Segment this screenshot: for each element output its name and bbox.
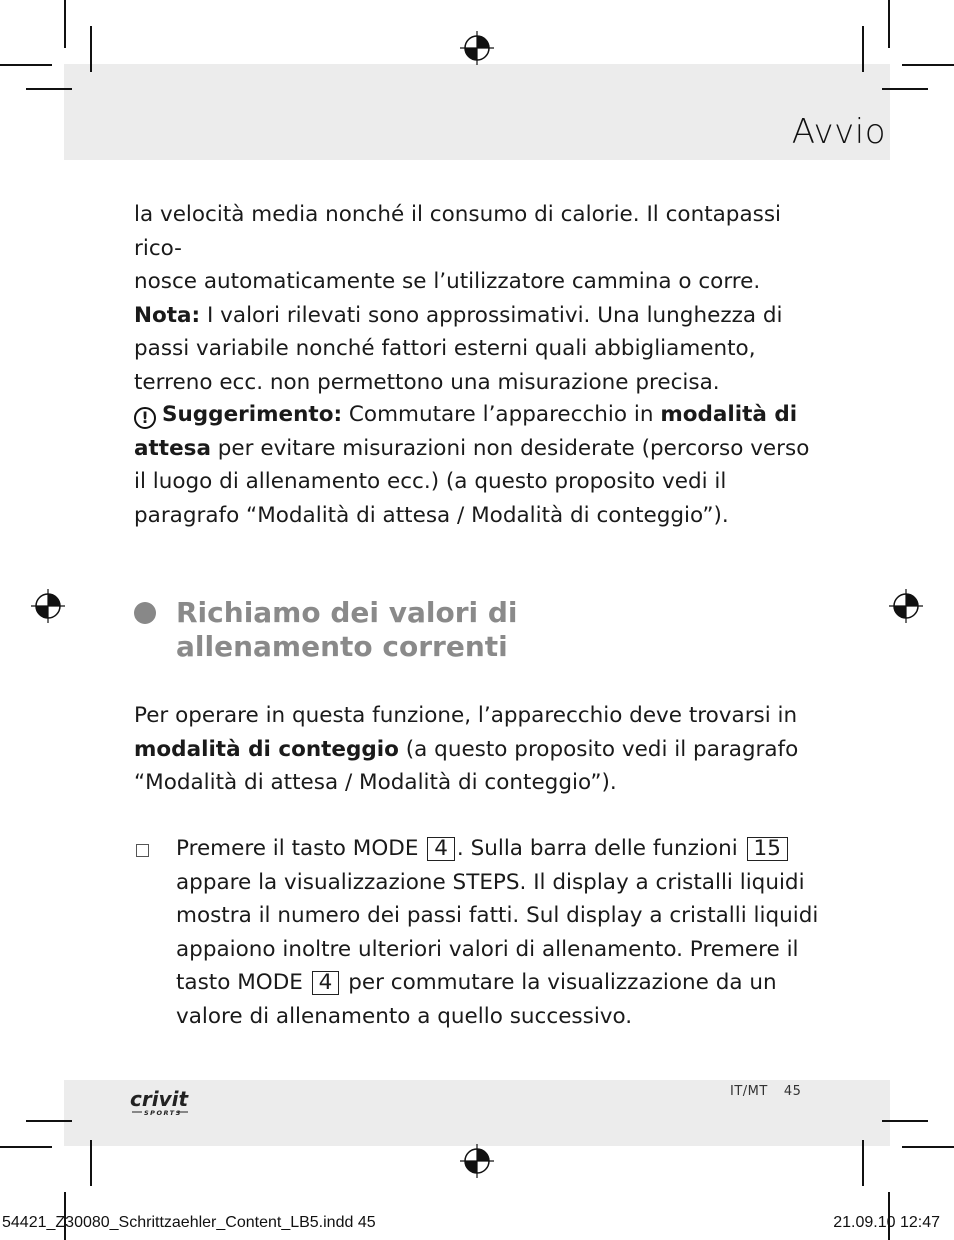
intro-line-1: la velocità media nonché il consumo di calorie. Il contapassi rico- bbox=[134, 202, 781, 261]
page-number: 45 bbox=[783, 1084, 802, 1099]
crop-mark bbox=[862, 26, 864, 72]
tip-bold: modalità di attesa bbox=[134, 402, 798, 461]
mode-key-reference: 4 bbox=[312, 971, 340, 995]
intro-paragraph bbox=[134, 198, 824, 399]
section-intro-text-1: Per operare in questa funzione, l’apparecchio deve trovarsi in bbox=[134, 703, 798, 728]
registration-mark-icon bbox=[31, 589, 65, 623]
crop-mark bbox=[902, 64, 954, 66]
logo-text: crivit bbox=[130, 1087, 189, 1111]
section-heading-line-2: allenamento correnti bbox=[176, 630, 508, 663]
locale-code: IT/MT bbox=[730, 1084, 768, 1099]
crop-mark bbox=[90, 1140, 92, 1186]
note-text: I valori rilevati sono approssimativi. Una lunghezza di passi variabile nonché fattori esterni quali abbigliamento, terreno ecc. non permettono una misurazione precisa. bbox=[134, 302, 783, 395]
file-slug: 54421_Z30080_Schrittzaehler_Content_LB5.indd 45 bbox=[2, 1214, 376, 1231]
checkbox-icon bbox=[136, 844, 149, 857]
note-label: Nota: bbox=[134, 302, 201, 328]
mode-key-reference: 4 bbox=[427, 837, 455, 861]
page-locale-number bbox=[730, 1084, 801, 1099]
registration-mark-icon bbox=[889, 589, 923, 623]
tip-label: Suggerimento: bbox=[162, 402, 343, 427]
crop-mark bbox=[26, 88, 72, 90]
logo-subtext: SPORTS bbox=[144, 1109, 182, 1117]
crop-mark bbox=[862, 1140, 864, 1186]
step-text-2: . Sulla barra delle funzioni bbox=[456, 836, 745, 861]
section-intro bbox=[134, 699, 824, 800]
date-time-slug: 21.09.10 12:47 bbox=[833, 1214, 940, 1231]
page-title: Avvio bbox=[791, 112, 886, 152]
crop-mark bbox=[26, 1120, 72, 1122]
crop-mark bbox=[902, 1146, 954, 1148]
function-bar-reference: 15 bbox=[747, 837, 788, 861]
crop-mark bbox=[888, 0, 890, 48]
section-intro-text-2: (a questo proposito vedi il paragrafo “Modalità di attesa / Modalità di conteggio”). bbox=[134, 736, 799, 795]
section-heading-line-1: Richiamo dei valori di bbox=[176, 596, 518, 629]
crop-mark bbox=[0, 1146, 52, 1148]
tip-text-2: per evitare misurazioni non desiderate (percorso verso il luogo di allenamento ecc.) (a questo proposito vedi il paragrafo “Modalità di attesa / Modalità di conteggio”). bbox=[134, 435, 810, 528]
crop-mark bbox=[882, 88, 928, 90]
step-text-4: per commutare la visualizzazione da un valore di allenamento a quello successivo. bbox=[176, 970, 777, 1029]
crop-mark bbox=[882, 1120, 928, 1122]
section-bullet-icon bbox=[134, 602, 156, 624]
registration-mark-icon bbox=[460, 1144, 494, 1178]
section-intro-bold: modalità di conteggio bbox=[134, 736, 399, 762]
registration-mark-icon bbox=[460, 31, 494, 65]
step-text-3: appare la visualizzazione STEPS. Il display a cristalli liquidi mostra il numero dei passi fatti. Sul display a cristalli liquidi appaiono inoltre ulteriori valori di allenamento. Premere il tasto MODE bbox=[176, 869, 819, 995]
crop-mark bbox=[64, 0, 66, 48]
crop-mark bbox=[90, 26, 92, 72]
exclamation-icon: ! bbox=[134, 407, 156, 429]
header-band bbox=[64, 64, 890, 160]
step-text bbox=[176, 832, 826, 1033]
crop-mark bbox=[0, 64, 52, 66]
crivit-logo bbox=[130, 1084, 200, 1118]
tip-paragraph bbox=[134, 398, 824, 532]
tip-text-1: Commutare l’apparecchio in bbox=[342, 402, 661, 427]
step-text-1: Premere il tasto MODE bbox=[176, 836, 426, 861]
section-heading bbox=[176, 596, 596, 664]
intro-line-2: nosce automaticamente se l’utilizzatore cammina o corre. bbox=[134, 269, 761, 294]
